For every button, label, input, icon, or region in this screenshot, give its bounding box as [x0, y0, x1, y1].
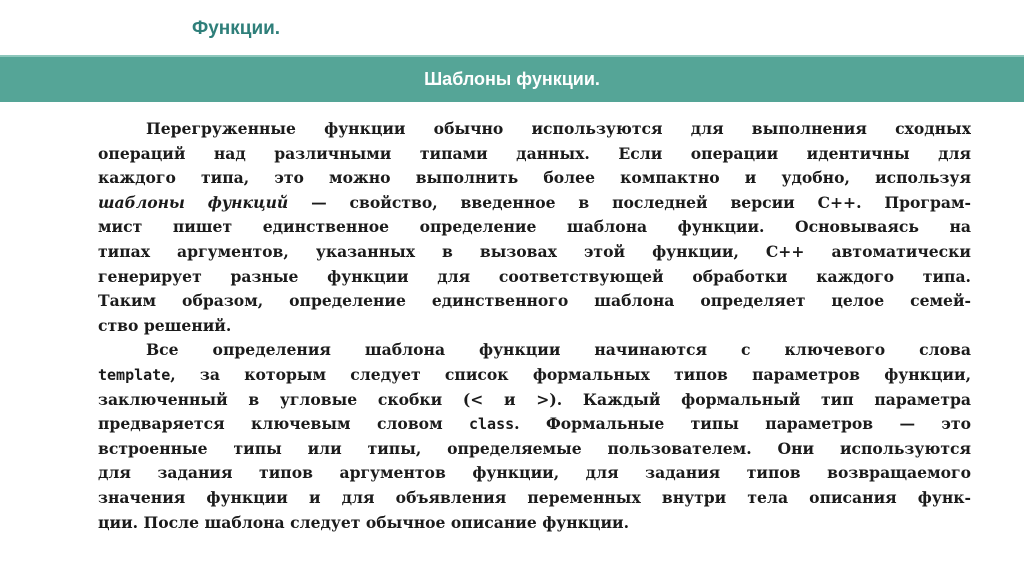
text-line — [98, 240, 971, 265]
text-line — [98, 289, 971, 314]
text-segment: заключенный в угловые скобки (< и >). Каждый формальный тип параметра — [98, 389, 971, 409]
text-segment: Перегруженные функции обычно используются для выполнения сходных — [146, 119, 971, 138]
text-segment: предваряется ключевым словом — [98, 414, 469, 434]
text-segment: генерирует разные функции для соответствующей обработки каждого типа. — [98, 266, 971, 286]
text-segment: . Формальные типы параметров — это — [514, 414, 971, 434]
text-line — [98, 511, 971, 536]
slide-title-band — [0, 55, 1024, 102]
text-segment: Таким образом, определение единственного шаблона определяет целое семей- — [98, 291, 971, 311]
paragraph — [98, 117, 971, 338]
text-segment: — свойство, введенное в последней версии C++. Програм- — [288, 192, 971, 212]
text-line — [98, 338, 971, 363]
text-line — [98, 388, 971, 413]
keyword-text: template — [98, 365, 171, 384]
keyword-text: class — [469, 415, 515, 434]
text-line — [98, 265, 971, 290]
text-line — [98, 486, 971, 511]
text-segment: мист пишет единственное определение шаблона функции. Основываясь на — [98, 217, 971, 237]
section-title: Функции. — [192, 18, 281, 39]
text-line — [98, 142, 971, 167]
text-segment: значения функции и для объявления переменных внутри тела описания функ- — [98, 487, 971, 507]
text-segment: встроенные типы или типы, определяемые пользователем. Они используются — [98, 438, 971, 458]
text-line — [98, 166, 971, 191]
text-line — [98, 314, 971, 339]
text-line — [98, 437, 971, 462]
text-line — [98, 117, 971, 142]
text-line — [98, 461, 971, 486]
text-segment: операций над различными типами данных. Если операции идентичны для — [98, 143, 971, 163]
slide-title: Шаблоны функции. — [424, 69, 600, 89]
text-segment: типах аргументов, указанных в вызовах этой функции, C++ автоматически — [98, 241, 971, 261]
body-text — [98, 117, 971, 535]
text-line — [98, 191, 971, 216]
text-line — [98, 412, 971, 437]
text-segment: Все определения шаблона функции начинаются с ключевого слова — [146, 340, 971, 360]
text-segment: для задания типов аргументов функции, для задания типов возвращаемого — [98, 463, 971, 483]
emphasis-text: шаблоны функций — [98, 192, 289, 212]
text-line — [98, 215, 971, 240]
text-segment: ство решений. — [98, 315, 232, 335]
text-line — [98, 363, 971, 388]
text-segment: , за которым следует список формальных типов параметров функции, — [170, 364, 971, 384]
text-segment: каждого типа, это можно выполнить более компактно и удобно, используя — [98, 168, 971, 188]
paragraph — [98, 338, 971, 535]
text-segment: ции. После шаблона следует обычное описание функции. — [98, 512, 630, 532]
